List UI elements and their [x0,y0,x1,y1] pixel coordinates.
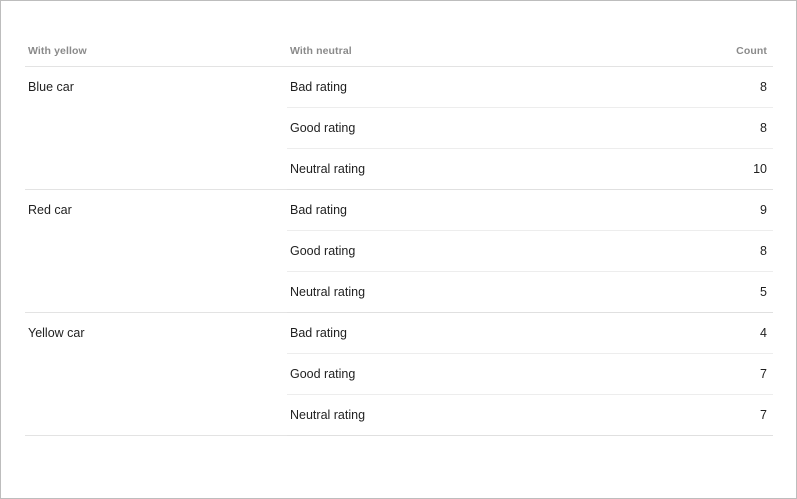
column-header-with-neutral: With neutral [287,45,549,67]
sub-label: Neutral rating [287,149,549,190]
table-header [25,45,773,67]
count-value: 7 [549,354,773,395]
count-value: 9 [549,190,773,231]
count-value: 4 [549,313,773,354]
sub-label: Bad rating [287,313,549,354]
column-header-count: Count [549,45,773,67]
group-label-yellow-car: Yellow car [25,313,287,436]
table-row [25,67,773,108]
pivot-table [25,45,773,436]
table-row [25,313,773,354]
count-value: 8 [549,231,773,272]
group-label-blue-car: Blue car [25,67,287,190]
sub-label: Bad rating [287,67,549,108]
group-label-red-car: Red car [25,190,287,313]
sub-label: Neutral rating [287,395,549,436]
column-header-with-yellow: With yellow [25,45,287,67]
pivot-table-container [25,45,773,436]
sub-label: Neutral rating [287,272,549,313]
count-value: 5 [549,272,773,313]
table-row [25,190,773,231]
count-value: 8 [549,108,773,149]
table-body [25,67,773,436]
sub-label: Good rating [287,354,549,395]
count-value: 7 [549,395,773,436]
sub-label: Good rating [287,108,549,149]
count-value: 10 [549,149,773,190]
count-value: 8 [549,67,773,108]
sub-label: Good rating [287,231,549,272]
header-row [25,45,773,67]
sub-label: Bad rating [287,190,549,231]
